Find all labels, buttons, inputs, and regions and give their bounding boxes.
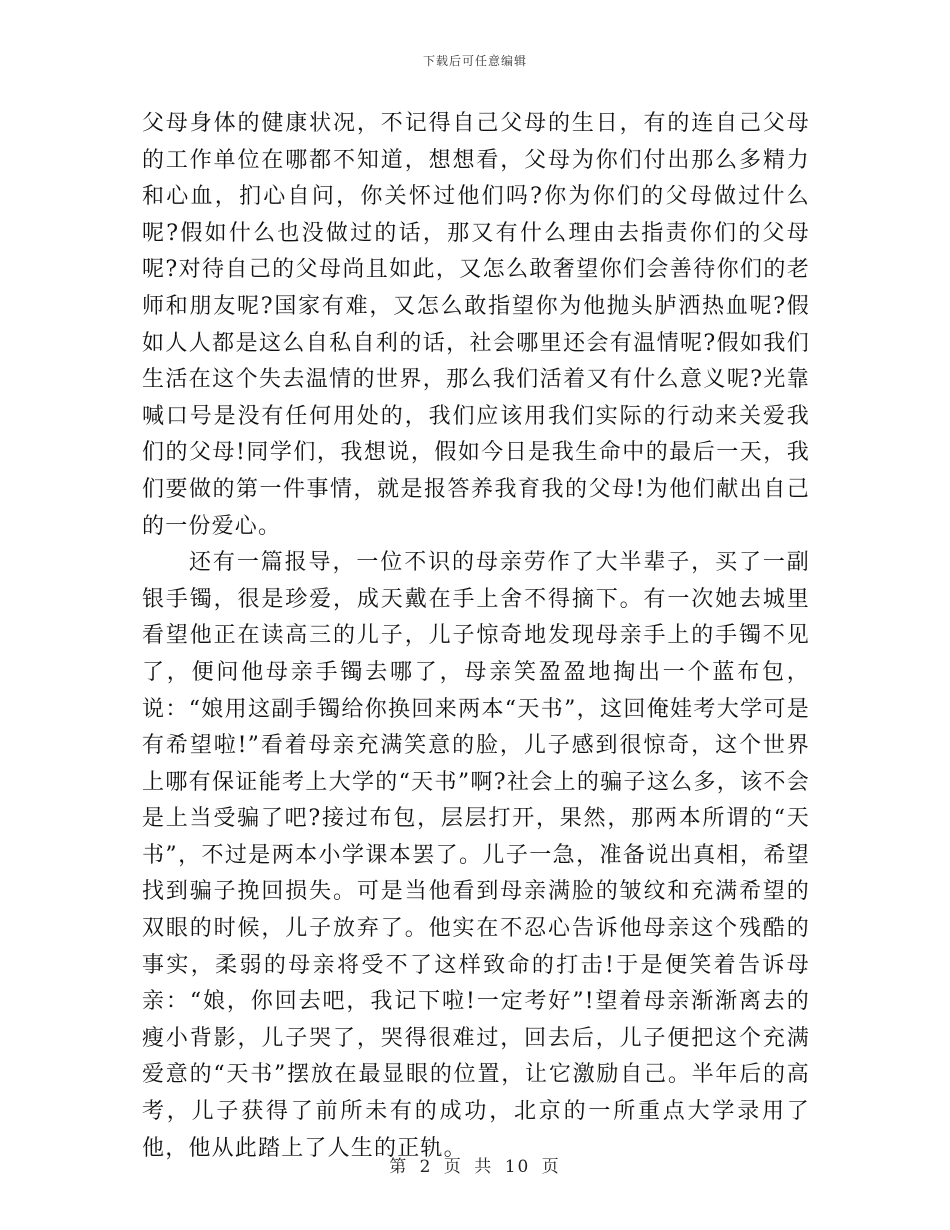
page-footer: 第 2 页 共 10 页 [389, 1157, 561, 1177]
page-header: 下载后可任意编辑 [422, 54, 527, 68]
document-body [142, 106, 810, 1167]
paragraph-2: 还有一篇报导，一位不识的母亲劳作了大半辈子，买了一副银手镯，很是珍爱，成天戴在手上舍不得摘下。有一次她去城里看望他正在读高三的儿子，儿子惊奇地发现母亲手上的手镯不见了，便问他母亲手镯去哪了，母亲笑盈盈地掏出一个蓝布包，说：“娘用这副手镯给你换回来两本“天书”，这回俺娃考大学可是有希望啦!”看着母亲充满笑意的脸，儿子感到很惊奇，这个世界上哪有保证能考上大学的“天书”啊?社会上的骗子这么多，该不会是上当受骗了吧?接过布包，层层打开，果然，那两本所谓的“天书”，不过是两本小学课本罢了。儿子一急，准备说出真相，希望找到骗子挽回损失。可是当他看到母亲满脸的皱纹和充满希望的双眼的时候，儿子放弃了。他实在不忍心告诉他母亲这个残酷的事实，柔弱的母亲将受不了这样致命的打击!于是便笑着告诉母亲：“娘，你回去吧，我记下啦!一定考好”!望着母亲渐渐离去的瘦小背影，儿子哭了，哭得很难过，回去后，儿子便把这个充满爱意的“天书”摆放在最显眼的位置，让它激励自己。半年后的高考，儿子获得了前所未有的成功，北京的一所重点大学录用了他，他从此踏上了人生的正轨。 [142, 550, 810, 1161]
paragraph-1: 父母身体的健康状况，不记得自己父母的生日，有的连自己父母的工作单位在哪都不知道，想想看，父母为你们付出那么多精力和心血，扪心自问，你关怀过他们吗?你为你们的父母做过什么呢?假如什么也没做过的话，那又有什么理由去指责你们的父母呢?对待自己的父母尚且如此，又怎么敢奢望你们会善待你们的老师和朋友呢?国家有难，又怎么敢指望你为他抛头胪洒热血呢?假如人人都是这么自私自利的话，社会哪里还会有温情呢?假如我们生活在这个失去温情的世界，那么我们活着又有什么意义呢?光靠喊口号是没有任何用处的，我们应该用我们实际的行动来关爱我们的父母!同学们，我想说，假如今日是我生命中的最后一天，我们要做的第一件事情，就是报答养我育我的父母!为他们献出自己的一份爱心。 [142, 111, 810, 539]
